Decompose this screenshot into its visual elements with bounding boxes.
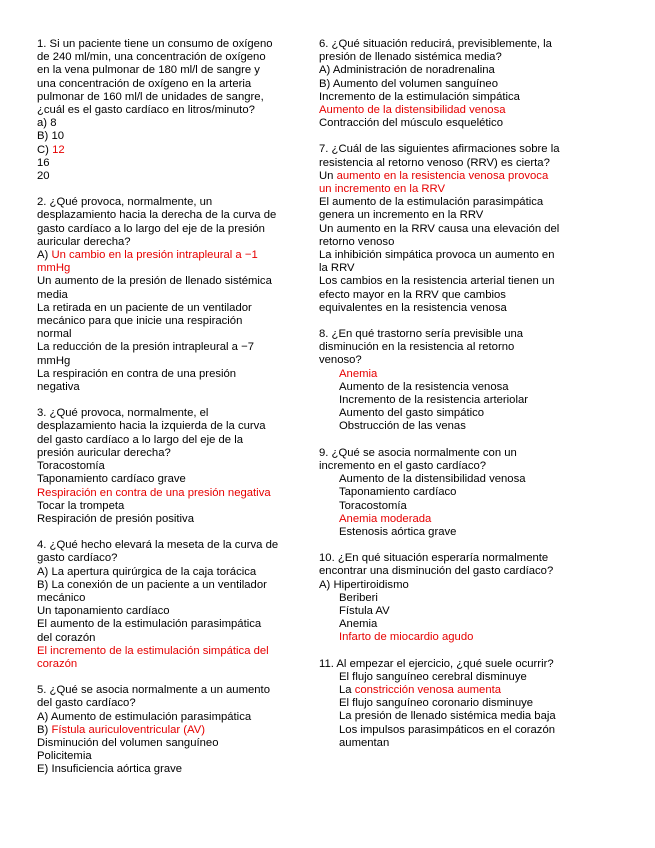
stem-line: 10. ¿En qué situación esperaría normalmente xyxy=(319,552,549,565)
answer-option-highlighted xyxy=(37,487,289,500)
stem-line: resistencia al retorno venoso (RRV) es cierta? xyxy=(319,156,550,169)
answer-option xyxy=(319,697,567,710)
answer-option xyxy=(319,473,567,486)
option-text: Los cambios en la resistencia arterial tienen un xyxy=(319,275,555,288)
option-text: El flujo sanguíneo coronario disminuye xyxy=(339,697,534,710)
answer-option xyxy=(319,196,567,222)
stem-line: 2. ¿Qué provoca, normalmente, un xyxy=(37,196,213,209)
option-text: Aumento de la distensibilidad venosa xyxy=(339,473,526,486)
answer-option xyxy=(319,78,567,91)
option-text: Toracostomía xyxy=(37,460,105,473)
option-text: mmHg xyxy=(37,262,71,275)
stem-line: gasto cardíaco a lo largo del eje de la presión xyxy=(37,222,265,235)
stem-line: del gasto cardíaco? xyxy=(37,697,136,710)
question-stem xyxy=(319,38,567,64)
option-text: Un cambio en la presión intrapleural a −1 xyxy=(51,249,258,262)
stem-line: presión de llenado sistémica media? xyxy=(319,51,502,64)
answer-option xyxy=(37,130,289,143)
option-prefix: C) xyxy=(37,143,53,156)
left-column xyxy=(37,38,289,790)
answer-option-highlighted xyxy=(37,144,289,157)
answer-option-highlighted xyxy=(37,645,289,671)
stem-line: auricular derecha? xyxy=(37,235,131,248)
stem-line: 7. ¿Cuál de las siguientes afirmaciones sobre la xyxy=(319,143,560,156)
question-10 xyxy=(319,552,567,644)
option-text: La apertura quirúrgica de la caja torácica xyxy=(51,565,257,578)
option-text: Los impulsos parasimpáticos en el corazón xyxy=(339,723,556,736)
answer-option xyxy=(319,592,567,605)
option-text: El flujo sanguíneo cerebral disminuye xyxy=(339,670,527,683)
answer-option xyxy=(319,407,567,420)
option-text: constricción venosa aumenta xyxy=(354,683,502,696)
option-prefix: B) xyxy=(319,77,333,90)
stem-line: 9. ¿Qué se asocia normalmente con un xyxy=(319,446,517,459)
answer-option xyxy=(37,341,289,367)
answer-option xyxy=(37,513,289,526)
option-text: Estenosis aórtica grave xyxy=(339,525,457,538)
right-column xyxy=(319,38,567,763)
option-text: Beriberi xyxy=(339,591,378,604)
answer-option xyxy=(319,275,567,315)
option-text: Infarto de miocardio agudo xyxy=(339,631,474,644)
option-prefix: B) xyxy=(37,723,52,736)
question-9 xyxy=(319,447,567,539)
answer-option xyxy=(319,223,567,249)
stem-line: gasto cardíaco? xyxy=(37,552,118,565)
option-prefix: B) xyxy=(37,578,52,591)
question-11 xyxy=(319,658,567,750)
answer-option xyxy=(37,605,289,618)
option-text: Un taponamiento cardíaco xyxy=(37,605,170,618)
option-text: Aumento de la distensibilidad venosa xyxy=(319,104,506,117)
answer-option xyxy=(319,605,567,618)
stem-line: encontrar una disminución del gasto cardíaco? xyxy=(319,565,554,578)
option-text: Disminución del volumen sanguíneo xyxy=(37,736,219,749)
option-text: Policitemia xyxy=(37,750,92,763)
stem-line: desplazamiento hacia la izquierda de la curva xyxy=(37,420,266,433)
option-text: Respiración en contra de una presión negativa xyxy=(37,486,271,499)
answer-option xyxy=(319,724,567,750)
stem-line: incremento en el gasto cardíaco? xyxy=(319,459,487,472)
stem-line: una concentración de oxígeno en la arteria xyxy=(37,77,252,90)
option-text: 12 xyxy=(52,143,65,156)
option-text: Incremento de la resistencia arteriolar xyxy=(339,394,528,407)
answer-option-highlighted xyxy=(319,104,567,117)
stem-line: de 240 ml/min, una concentración de oxígeno xyxy=(37,51,266,64)
option-text: Un aumento en la RRV causa una elevación del xyxy=(319,222,560,235)
question-4 xyxy=(37,539,289,671)
option-text: Aumento del volumen sanguíneo xyxy=(332,77,498,90)
option-text: Incremento de la estimulación simpática xyxy=(319,90,520,103)
option-text: Taponamiento cardíaco grave xyxy=(37,473,186,486)
option-text: un incremento en la RRV xyxy=(319,183,446,196)
option-text: Administración de noradrenalina xyxy=(332,64,495,77)
question-stem xyxy=(319,328,567,368)
answer-option xyxy=(37,711,289,724)
answer-option xyxy=(319,486,567,499)
answer-option xyxy=(37,737,289,750)
option-text: aumentan xyxy=(339,736,390,749)
answer-option xyxy=(319,64,567,77)
option-text: Obstrucción de las venas xyxy=(339,420,466,433)
option-text: La retirada en un paciente de un ventilador xyxy=(37,301,252,314)
option-text: 20 xyxy=(37,170,50,183)
option-text: Anemia xyxy=(339,618,378,631)
stem-line: venoso? xyxy=(319,354,362,367)
option-text: mmHg xyxy=(37,354,71,367)
answer-option xyxy=(319,618,567,631)
answer-option xyxy=(319,579,567,592)
option-text: genera un incremento en la RRV xyxy=(319,209,484,222)
option-prefix: a) xyxy=(37,117,51,130)
answer-option xyxy=(37,579,289,605)
stem-line: disminución en la resistencia al retorno xyxy=(319,341,515,354)
answer-option-highlighted xyxy=(319,513,567,526)
answer-option xyxy=(319,381,567,394)
option-text: La reducción de la presión intrapleural a −7 xyxy=(37,341,254,354)
answer-option xyxy=(37,170,289,183)
option-text: Aumento de estimulación parasimpática xyxy=(50,710,252,723)
option-text: aumento en la resistencia venosa provoca xyxy=(336,169,549,182)
option-text: mecánico xyxy=(37,591,86,604)
option-text: 16 xyxy=(37,156,50,169)
answer-option xyxy=(37,302,289,342)
question-7 xyxy=(319,143,567,315)
answer-option xyxy=(319,710,567,723)
stem-line: desplazamiento hacia la derecha de la curva de xyxy=(37,209,277,222)
stem-line: 8. ¿En qué trastorno sería previsible una xyxy=(319,328,524,341)
question-stem xyxy=(37,684,289,710)
answer-option-highlighted xyxy=(319,631,567,644)
option-text: La respiración en contra de una presión xyxy=(37,367,237,380)
option-text: normal xyxy=(37,328,72,341)
stem-line: 1. Si un paciente tiene un consumo de oxígeno xyxy=(37,38,273,50)
option-text: Taponamiento cardíaco xyxy=(339,486,457,499)
option-text: Insuficiencia aórtica grave xyxy=(51,763,183,776)
option-text: del corazón xyxy=(37,631,96,644)
option-text: Respiración de presión positiva xyxy=(37,512,194,525)
question-6 xyxy=(319,38,567,130)
answer-option xyxy=(37,117,289,130)
option-text: Un aumento de la presión de llenado sistémica xyxy=(37,275,272,288)
option-text: Toracostomía xyxy=(339,499,407,512)
answer-option xyxy=(319,500,567,513)
question-stem xyxy=(319,552,567,578)
question-stem xyxy=(37,196,289,249)
answer-option xyxy=(37,473,289,486)
answer-option xyxy=(37,566,289,579)
option-text: Hipertiroidismo xyxy=(333,578,409,591)
answer-option xyxy=(319,394,567,407)
answer-option-highlighted xyxy=(37,724,289,737)
option-prefix: A) xyxy=(37,249,52,262)
option-text: La presión de llenado sistémica media baja xyxy=(339,710,556,723)
option-text: Aumento de la resistencia venosa xyxy=(339,380,509,393)
option-text: negativa xyxy=(37,381,80,394)
answer-option xyxy=(37,275,289,301)
answer-option-highlighted xyxy=(37,249,289,275)
stem-line: en la vena pulmonar de 180 ml/l de sangre y xyxy=(37,64,260,77)
question-stem xyxy=(37,38,289,117)
question-stem xyxy=(319,447,567,473)
answer-option xyxy=(319,117,567,130)
option-text: Aumento del gasto simpático xyxy=(339,407,485,420)
option-text: mecánico para que inicie una respiración xyxy=(37,315,243,328)
stem-line: pulmonar de 160 ml/l de unidades de sangre, xyxy=(37,90,264,103)
option-text: El aumento de la estimulación parasimpática xyxy=(319,196,544,209)
option-text: equivalentes en la resistencia venosa xyxy=(319,301,507,314)
question-3 xyxy=(37,407,289,526)
answer-option xyxy=(319,249,567,275)
answer-option xyxy=(319,526,567,539)
option-text: la RRV xyxy=(319,262,355,275)
stem-line: 4. ¿Qué hecho elevará la meseta de la curva de xyxy=(37,539,279,552)
answer-option-highlighted xyxy=(319,368,567,381)
stem-line: 3. ¿Qué provoca, normalmente, el xyxy=(37,407,209,420)
option-text: La conexión de un paciente a un ventilador xyxy=(51,578,267,591)
question-2 xyxy=(37,196,289,394)
question-stem xyxy=(319,658,567,671)
option-text: Tocar la trompeta xyxy=(37,499,125,512)
answer-option xyxy=(319,91,567,104)
question-stem xyxy=(37,407,289,460)
option-text: Fístula AV xyxy=(339,604,390,617)
option-text: corazón xyxy=(37,657,78,670)
answer-option xyxy=(319,671,567,684)
question-stem xyxy=(37,539,289,565)
option-prefix: B) xyxy=(37,130,52,143)
answer-option xyxy=(37,500,289,513)
option-prefix: A) xyxy=(319,64,333,77)
option-prefix: A) xyxy=(319,578,334,591)
option-text: La inhibición simpática provoca un aumento en xyxy=(319,249,555,262)
answer-option xyxy=(37,157,289,170)
question-8 xyxy=(319,328,567,434)
option-prefix: La xyxy=(339,683,355,696)
answer-option xyxy=(319,420,567,433)
stem-line: 5. ¿Qué se asocia normalmente a un aumento xyxy=(37,684,270,697)
stem-line: ¿cuál es el gasto cardíaco en litros/minuto? xyxy=(37,104,255,117)
stem-line: 11. Al empezar el ejercicio, ¿qué suele ocurrir? xyxy=(319,657,554,670)
answer-option xyxy=(37,763,289,776)
option-text: El incremento de la estimulación simpática del xyxy=(37,644,269,657)
option-prefix: E) xyxy=(37,763,52,776)
option-text: 10 xyxy=(51,130,65,143)
answer-option xyxy=(37,460,289,473)
option-text: Anemia xyxy=(339,367,378,380)
question-stem xyxy=(319,143,567,169)
option-text: Fístula auriculoventricular (AV) xyxy=(51,723,206,736)
answer-option-highlighted xyxy=(319,684,567,697)
answer-option xyxy=(37,750,289,763)
answer-option-highlighted xyxy=(319,170,567,196)
option-text: media xyxy=(37,288,68,301)
option-text: Anemia moderada xyxy=(339,512,432,525)
question-5 xyxy=(37,684,289,776)
stem-line: 6. ¿Qué situación reducirá, previsiblemente, la xyxy=(319,38,552,50)
question-1 xyxy=(37,38,289,183)
option-text: Contracción del músculo esquelético xyxy=(319,117,503,130)
option-prefix: Un xyxy=(319,169,337,182)
option-text: 8 xyxy=(50,117,57,130)
answer-option xyxy=(37,618,289,644)
option-text: retorno venoso xyxy=(319,235,395,248)
stem-line: presión auricular derecha? xyxy=(37,446,171,459)
stem-line: del gasto cardíaco a lo largo del eje de la xyxy=(37,433,243,446)
option-prefix: A) xyxy=(37,710,51,723)
option-text: efecto mayor en la RRV que cambios xyxy=(319,288,506,301)
option-text: El aumento de la estimulación parasimpática xyxy=(37,618,262,631)
answer-option xyxy=(37,368,289,394)
option-prefix: A) xyxy=(37,565,52,578)
